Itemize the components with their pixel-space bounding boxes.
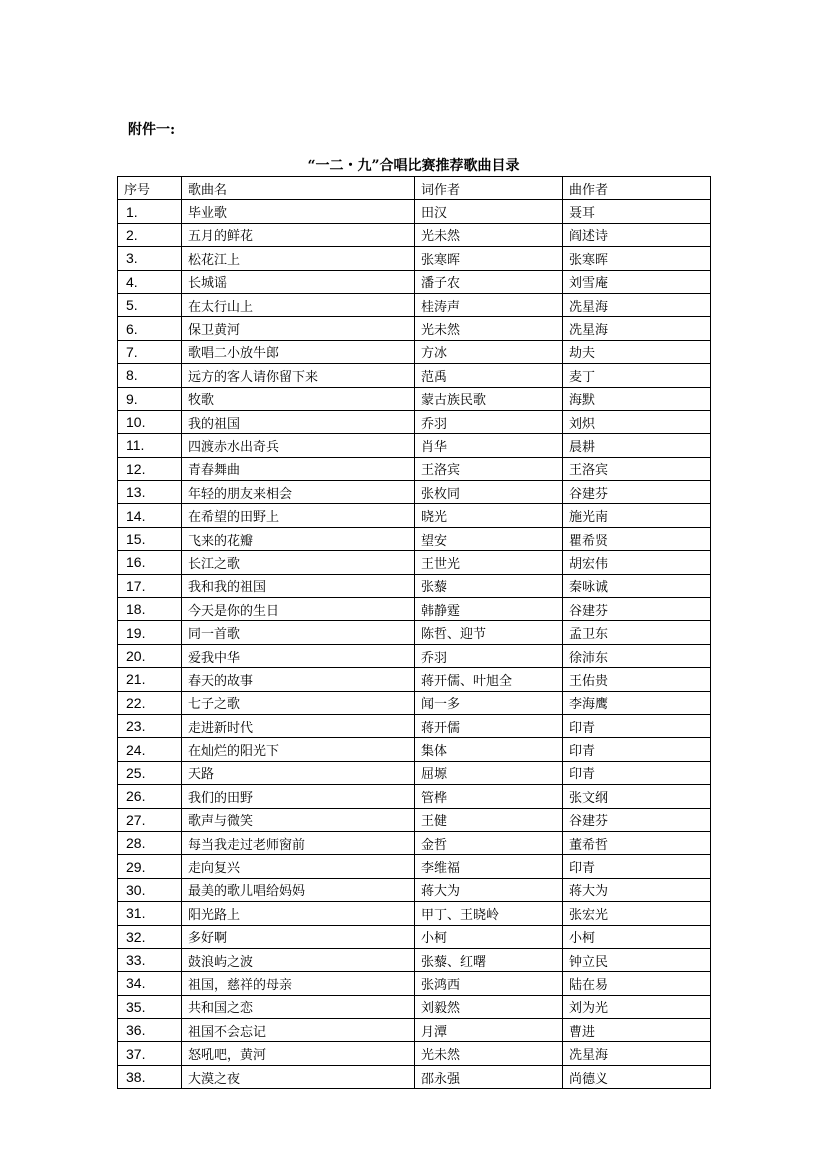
table-row [118,223,711,246]
lyricist: 张枚同 [415,481,563,504]
lyricist: 张藜、红曙 [415,948,563,971]
lyricist: 光未然 [415,317,563,340]
lyricist: 月潭 [415,1019,563,1042]
table-row [118,925,711,948]
song-name: 长江之歌 [182,551,415,574]
header-composer: 曲作者 [563,177,711,200]
table-row [118,317,711,340]
row-number: 2. [118,223,182,246]
song-name: 长城谣 [182,270,415,293]
song-name: 共和国之恋 [182,995,415,1018]
song-name: 年轻的朋友来相会 [182,481,415,504]
song-name: 多好啊 [182,925,415,948]
lyricist: 甲丁、王晓岭 [415,902,563,925]
row-number: 17. [118,574,182,597]
table-row [118,972,711,995]
table-row [118,761,711,784]
row-number: 32. [118,925,182,948]
table-row [118,504,711,527]
row-number: 24. [118,738,182,761]
lyricist: 张藜 [415,574,563,597]
lyricist: 潘子农 [415,270,563,293]
row-number: 3. [118,247,182,270]
table-row [118,995,711,1018]
composer: 董希哲 [563,831,711,854]
song-name: 祖国，慈祥的母亲 [182,972,415,995]
row-number: 10. [118,410,182,433]
row-number: 38. [118,1065,182,1088]
composer: 施光南 [563,504,711,527]
table-row [118,247,711,270]
composer: 冼星海 [563,1042,711,1065]
composer: 秦咏诚 [563,574,711,597]
song-name: 我和我的祖国 [182,574,415,597]
table-row [118,644,711,667]
composer: 谷建芬 [563,598,711,621]
table-row [118,457,711,480]
table-row [118,340,711,363]
row-number: 8. [118,364,182,387]
row-number: 31. [118,902,182,925]
attachment-label: 附件一: [128,122,176,138]
row-number: 28. [118,831,182,854]
row-number: 13. [118,481,182,504]
composer: 阎述诗 [563,223,711,246]
row-number: 16. [118,551,182,574]
row-number: 27. [118,808,182,831]
song-table [117,176,711,1089]
header-song-name: 歌曲名 [182,177,415,200]
song-name: 祖国不会忘记 [182,1019,415,1042]
song-name: 牧歌 [182,387,415,410]
table-row [118,551,711,574]
composer: 陆在易 [563,972,711,995]
song-name: 我们的田野 [182,785,415,808]
song-name: 保卫黄河 [182,317,415,340]
composer: 徐沛东 [563,644,711,667]
table-row [118,808,711,831]
song-name: 阳光路上 [182,902,415,925]
lyricist: 管桦 [415,785,563,808]
song-name: 春天的故事 [182,668,415,691]
song-name: 歌唱二小放牛郎 [182,340,415,363]
composer: 谷建芬 [563,808,711,831]
row-number: 29. [118,855,182,878]
song-name: 同一首歌 [182,621,415,644]
row-number: 14. [118,504,182,527]
lyricist: 田汉 [415,200,563,223]
song-name: 歌声与微笑 [182,808,415,831]
composer: 冼星海 [563,293,711,316]
row-number: 25. [118,761,182,784]
row-number: 37. [118,1042,182,1065]
lyricist: 蒋开儒、叶旭全 [415,668,563,691]
song-name: 怒吼吧，黄河 [182,1042,415,1065]
table-row [118,785,711,808]
row-number: 18. [118,598,182,621]
table-row [118,574,711,597]
table-row [118,831,711,854]
table-row [118,598,711,621]
row-number: 15. [118,527,182,550]
song-name: 青春舞曲 [182,457,415,480]
song-name: 松花江上 [182,247,415,270]
composer: 劫夫 [563,340,711,363]
song-name: 在太行山上 [182,293,415,316]
lyricist: 蒋开儒 [415,714,563,737]
table-row [118,200,711,223]
table-row [118,691,711,714]
row-number: 11. [118,434,182,457]
lyricist: 桂涛声 [415,293,563,316]
row-number: 35. [118,995,182,1018]
row-number: 5. [118,293,182,316]
composer: 蒋大为 [563,878,711,901]
lyricist: 方冰 [415,340,563,363]
row-number: 4. [118,270,182,293]
composer: 印青 [563,855,711,878]
table-row [118,902,711,925]
composer: 海默 [563,387,711,410]
song-name: 走进新时代 [182,714,415,737]
composer: 聂耳 [563,200,711,223]
composer: 王洛宾 [563,457,711,480]
composer: 小柯 [563,925,711,948]
lyricist: 晓光 [415,504,563,527]
row-number: 12. [118,457,182,480]
table-row [118,948,711,971]
table-row [118,621,711,644]
song-name: 大漠之夜 [182,1065,415,1088]
lyricist: 屈塬 [415,761,563,784]
composer: 刘炽 [563,410,711,433]
lyricist: 王世光 [415,551,563,574]
lyricist: 闻一多 [415,691,563,714]
composer: 张宏光 [563,902,711,925]
table-row [118,410,711,433]
lyricist: 王健 [415,808,563,831]
composer: 印青 [563,714,711,737]
row-number: 20. [118,644,182,667]
lyricist: 邵永强 [415,1065,563,1088]
composer: 印青 [563,738,711,761]
lyricist: 张寒晖 [415,247,563,270]
song-name: 我的祖国 [182,410,415,433]
composer: 张寒晖 [563,247,711,270]
composer: 晨耕 [563,434,711,457]
song-name: 鼓浪屿之波 [182,948,415,971]
composer: 孟卫东 [563,621,711,644]
song-name: 七子之歌 [182,691,415,714]
lyricist: 李维福 [415,855,563,878]
song-name: 五月的鲜花 [182,223,415,246]
table-row [118,481,711,504]
song-name: 走向复兴 [182,855,415,878]
row-number: 30. [118,878,182,901]
lyricist: 蒋大为 [415,878,563,901]
header-no: 序号 [118,177,182,200]
table-row [118,878,711,901]
lyricist: 乔羽 [415,644,563,667]
table-row [118,293,711,316]
row-number: 9. [118,387,182,410]
header-lyricist: 词作者 [415,177,563,200]
song-name: 四渡赤水出奇兵 [182,434,415,457]
song-name: 毕业歌 [182,200,415,223]
composer: 谷建芬 [563,481,711,504]
song-name: 今天是你的生日 [182,598,415,621]
song-name: 远方的客人请你留下来 [182,364,415,387]
song-name: 在希望的田野上 [182,504,415,527]
table-row [118,855,711,878]
lyricist: 金哲 [415,831,563,854]
lyricist: 肖华 [415,434,563,457]
table-row [118,270,711,293]
lyricist: 陈哲、迎节 [415,621,563,644]
lyricist: 光未然 [415,1042,563,1065]
lyricist: 小柯 [415,925,563,948]
lyricist: 乔羽 [415,410,563,433]
table-row [118,1042,711,1065]
table-row [118,1065,711,1088]
table-header-row [118,177,711,200]
row-number: 7. [118,340,182,363]
row-number: 21. [118,668,182,691]
composer: 刘为光 [563,995,711,1018]
lyricist: 集体 [415,738,563,761]
lyricist: 蒙古族民歌 [415,387,563,410]
table-row [118,364,711,387]
lyricist: 光未然 [415,223,563,246]
composer: 李海鹰 [563,691,711,714]
lyricist: 王洛宾 [415,457,563,480]
row-number: 34. [118,972,182,995]
song-name: 爱我中华 [182,644,415,667]
composer: 瞿希贤 [563,527,711,550]
composer: 刘雪庵 [563,270,711,293]
row-number: 6. [118,317,182,340]
song-name: 飞来的花瓣 [182,527,415,550]
row-number: 19. [118,621,182,644]
row-number: 26. [118,785,182,808]
composer: 胡宏伟 [563,551,711,574]
document-title: “一二・九”合唱比赛推荐歌曲目录 [307,158,520,174]
lyricist: 刘毅然 [415,995,563,1018]
row-number: 1. [118,200,182,223]
table-row [118,714,711,737]
composer: 冼星海 [563,317,711,340]
lyricist: 望安 [415,527,563,550]
lyricist: 张鸿西 [415,972,563,995]
song-name: 在灿烂的阳光下 [182,738,415,761]
composer: 印青 [563,761,711,784]
row-number: 33. [118,948,182,971]
composer: 曹进 [563,1019,711,1042]
row-number: 22. [118,691,182,714]
table-row [118,434,711,457]
row-number: 36. [118,1019,182,1042]
table-row [118,387,711,410]
composer: 尚德义 [563,1065,711,1088]
table-row [118,738,711,761]
song-name: 天路 [182,761,415,784]
composer: 钟立民 [563,948,711,971]
composer: 王佑贵 [563,668,711,691]
table-row [118,527,711,550]
lyricist: 韩静霆 [415,598,563,621]
lyricist: 范禹 [415,364,563,387]
table-row [118,1019,711,1042]
row-number: 23. [118,714,182,737]
table-row [118,668,711,691]
composer: 麦丁 [563,364,711,387]
song-name: 每当我走过老师窗前 [182,831,415,854]
composer: 张文纲 [563,785,711,808]
song-name: 最美的歌儿唱给妈妈 [182,878,415,901]
